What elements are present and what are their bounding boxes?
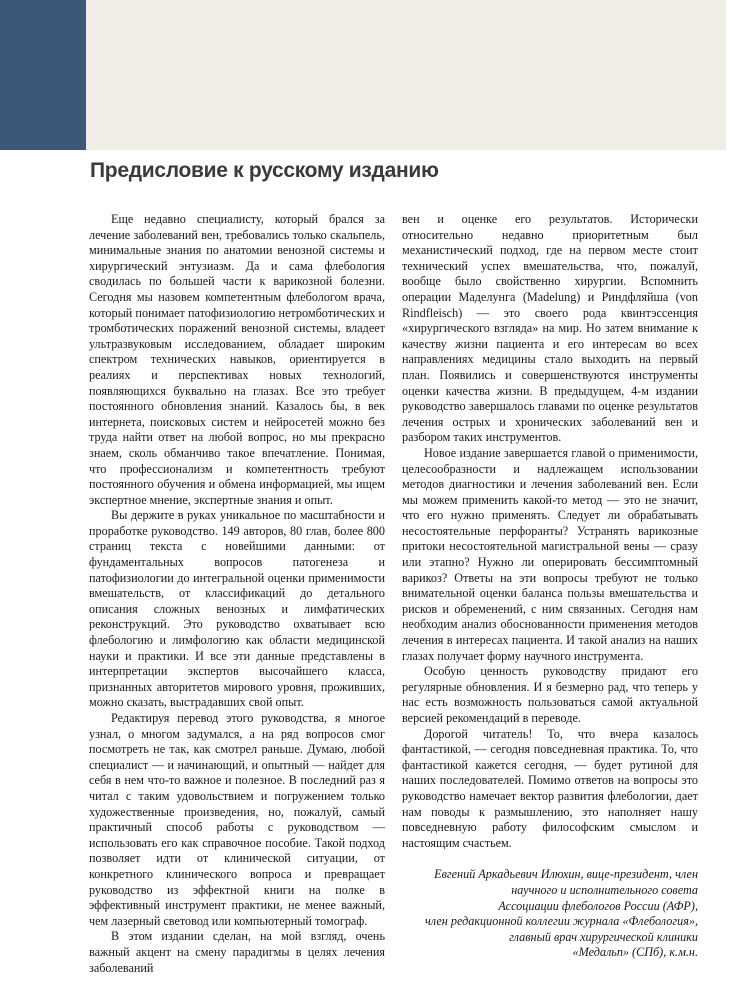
text-column-left: [89, 212, 385, 976]
header-band: [0, 0, 726, 150]
paragraph-continuation: вен и оценке его результатов. Исторически относительно недавно приоритетным был механистический подход, где на первом месте стоит технический успех вмешательства, что, пожалуй, вообще было свойственно хирургии. Вспомнить операции Маделунга (Madelung) и Риндфляйша (von Rindfleisch) — это своего рода квинтэссенция «хирургического взгляда» на мир. Но затем внимание к качеству жизни пациента и его интересам во всех направлениях медицины стало выходить на первый план. Появились и совершенствуются инструменты оценки качества жизни. В предыдущем, 4-м издании руководство завершалось главами по оценке результатов лечения острых и хронических заболеваний вен и разбором таких инструментов.: [402, 212, 698, 445]
page-title: Предисловие к русскому изданию: [90, 159, 439, 182]
paragraph: Еще недавно специалисту, который брался за лечение заболеваний вен, требовались только скальпель, минимальные знания по анатомии венозной системы и хирургический энтузиазм. Да и сама флебология сводилась по большей части к варикозной болезни. Сегодня мы назовем компетентным флебологом врача, который понимает патофизиологию нетромботических и тромботических поражений венозной системы, владеет ультразвуковым исследованием, обладает широким спектром технических навыков, ориентируется в реалиях и перспективах новых технологий, появляющихся буквально на глазах. Все это требует постоянного обновления знаний. Казалось бы, в век интернета, поисковых систем и нейросетей можно без труда найти ответ на любой вопрос, но мы прекрасно знаем, сколь обманчиво такое впечатление. Понимая, что профессионализм и компетентность требуют постоянного обучения и обмена информацией, мы ищем экспертное мнение, экспертные знания и опыт.: [89, 212, 385, 507]
author-signature: [402, 867, 698, 961]
paragraph: Дорогой читатель! То, что вчера казалось фантастикой, — сегодня повседневная практика. То, что фантастикой кажется сегодня, — будет рутиной для наших последователей. Помимо ответов на вопросы это руководство намечает вектор развития флебологии, дает нам поводы к размышлению, это наполняет нашу повседневную работу философским смыслом и настоящим счастьем.: [402, 726, 698, 850]
signature-line: главный врач хирургической клиники: [509, 929, 698, 944]
text-column-right: [402, 212, 698, 961]
paragraph: В этом издании сделан, на мой взгляд, очень важный акцент на смену парадигмы в целях лечения заболеваний: [89, 929, 385, 975]
paragraph: Новое издание завершается главой о применимости, целесообразности и надлежащем использовании методов диагностики и лечения заболеваний вен. Если мы можем применить какой-то метод — это не значит, что его нужно применять. Следует ли обрабатывать несостоятельные перфоранты? Устранять варикозные притоки несостоятельной магистральной вены — сразу или этапно? Нужно ли оперировать бессимптомный варикоз? Ответы на эти вопросы требуют не только внимательной оценки баланса пользы вмешательства и рисков и обременений, с ним связанных. Сегодня нам необходим анализ обоснованности применения методов лечения в интересах пациента. И такой анализ на наших глазах получает форму научного инструмента.: [402, 445, 698, 663]
paragraph: Вы держите в руках уникальное по масштабности и проработке руководство. 149 авторов, 80 глав, более 800 страниц текста с новейшими данными: от фундаментальных вопросов патогенеза и патофизиологии до интегральной оценки применимости вмешательств, от классификаций до детального описания сложных венозных и лимфатических реконструкций. Это руководство охватывает всю флебологию и лимфологию как области медицинской науки и практики. И все эти данные представлены в интерпретации экспертов высочайшего класса, признанных авторитетов мирового уровня, проживших, можно сказать, выстрадавших свой опыт.: [89, 508, 385, 710]
signature-line: «Медальп» (СПб), к.м.н.: [572, 945, 698, 960]
paragraph: Редактируя перевод этого руководства, я многое узнал, о многом задумался, а на ряд вопросов смог посмотреть не так, как смотрел раньше. Думаю, любой специалист — и начинающий, и опытный — найдет для себя в нем что-то важное и полезное. В последний раз я читал с таким удовольствием и погружением только художественные произведения, но, пожалуй, самый практичный способ работы с руководством — использовать его как справочное пособие. Такой подход позволяет идти от клинической ситуации, от конкретного клинического вопроса и превращает руководство из эффектной книги на полке в эффективный инструмент практики, не менее важный, чем лазерный световод или компьютерный томограф.: [89, 711, 385, 928]
signature-line: Евгений Аркадьевич Илюхин, вице-президент, член: [434, 867, 698, 882]
signature-line: научного и исполнительного совета: [511, 882, 698, 897]
paragraph: Особую ценность руководству придают его регулярные обновления. И я безмерно рад, что теперь у нас есть возможность пользоваться самой актуальной версией рекомендаций в переводе.: [402, 664, 698, 725]
signature-line: член редакционной коллегии журнала «Флебология»,: [424, 914, 698, 929]
signature-line: Ассоциации флебологов России (АФР),: [498, 898, 698, 913]
header-color-block: [0, 0, 86, 150]
